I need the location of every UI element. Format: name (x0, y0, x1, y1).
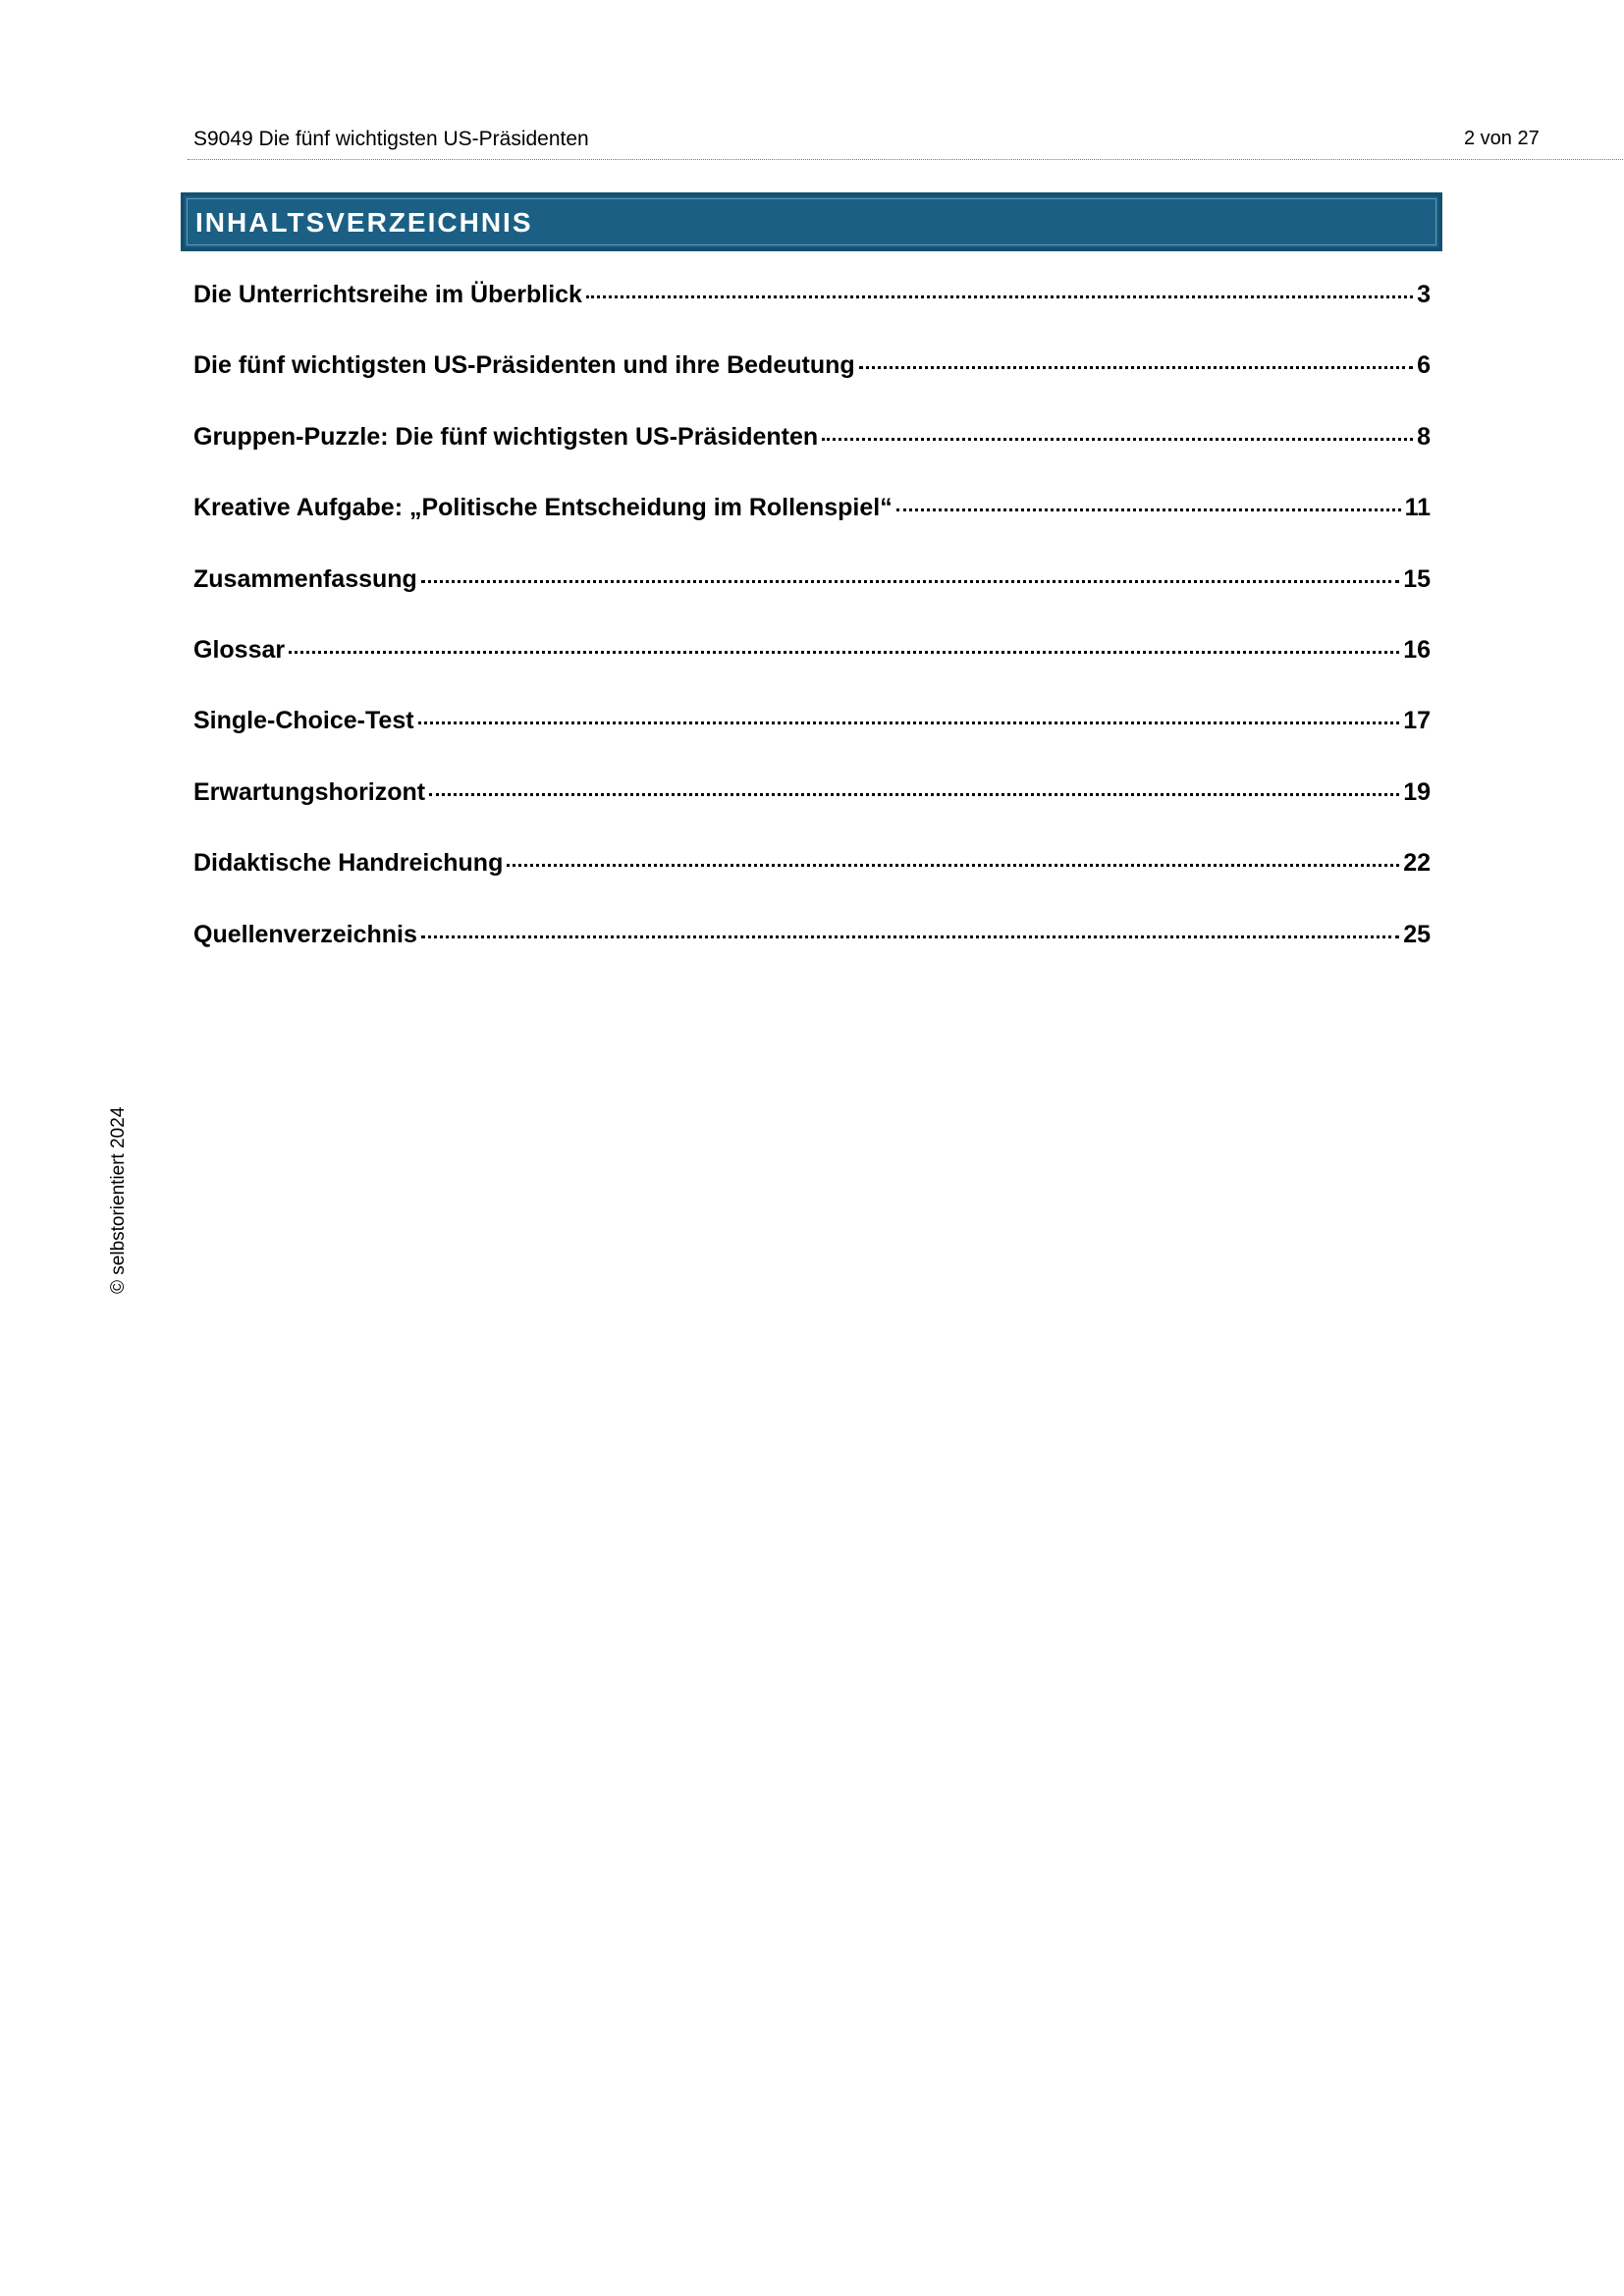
toc-entry[interactable] (193, 921, 1431, 991)
toc-entry[interactable] (193, 281, 1431, 351)
toc-entry-page: 19 (1403, 777, 1431, 806)
toc-dot-leader (822, 437, 1413, 441)
toc-dot-leader (429, 792, 1399, 796)
toc-entry-title: Erwartungshorizont (193, 777, 426, 806)
toc-entry[interactable] (193, 565, 1431, 636)
toc-entry-title: Single-Choice-Test (193, 707, 414, 735)
toc-entry-title: Quellenverzeichnis (193, 920, 417, 948)
toc-entry-title: Die Unterrichtsreihe im Überblick (193, 281, 582, 308)
toc-dot-leader (421, 579, 1399, 583)
toc-entry-page: 17 (1403, 707, 1431, 735)
toc-heading: INHALTSVERZEICHNIS (195, 207, 533, 238)
toc-entry[interactable] (193, 636, 1431, 707)
toc-list (193, 281, 1431, 991)
toc-entry-page: 25 (1403, 920, 1431, 948)
toc-entry-page: 22 (1403, 849, 1431, 878)
toc-entry-title: Zusammenfassung (193, 564, 417, 593)
toc-heading-banner (181, 192, 1442, 251)
page-header (188, 126, 1623, 160)
toc-entry[interactable] (193, 778, 1431, 849)
page-indicator: 2 von 27 (1464, 128, 1540, 149)
toc-dot-leader (418, 721, 1400, 724)
toc-entry-title: Kreative Aufgabe: „Politische Entscheidung im Rollenspiel“ (193, 494, 893, 522)
toc-entry-page: 15 (1403, 564, 1431, 593)
toc-dot-leader (421, 934, 1399, 938)
toc-entry-page: 16 (1403, 635, 1431, 664)
toc-entry-title: Didaktische Handreichung (193, 849, 504, 878)
toc-entry-title: Die fünf wichtigsten US-Präsidenten und ihre Bedeutung (193, 351, 855, 380)
toc-entry-page: 6 (1417, 351, 1431, 380)
copyright-text: © selbstorientiert 2024 (108, 1106, 129, 1294)
toc-entry-page: 8 (1417, 422, 1431, 451)
toc-entry-title: Gruppen-Puzzle: Die fünf wichtigsten US-Präsidenten (193, 422, 819, 451)
toc-entry-title: Glossar (193, 635, 286, 664)
toc-entry-page: 3 (1417, 281, 1431, 308)
toc-dot-leader (289, 650, 1399, 654)
document-title: S9049 Die fünf wichtigsten US-Präsidenten (193, 128, 589, 150)
toc-entry-page: 11 (1404, 494, 1431, 522)
toc-entry[interactable] (193, 351, 1431, 422)
toc-dot-leader (859, 365, 1413, 369)
toc-entry[interactable] (193, 423, 1431, 494)
toc-entry[interactable] (193, 494, 1431, 564)
toc-dot-leader (507, 863, 1399, 867)
toc-entry[interactable] (193, 849, 1431, 920)
toc-dot-leader (896, 507, 1401, 511)
toc-dot-leader (586, 294, 1413, 298)
toc-entry[interactable] (193, 707, 1431, 777)
